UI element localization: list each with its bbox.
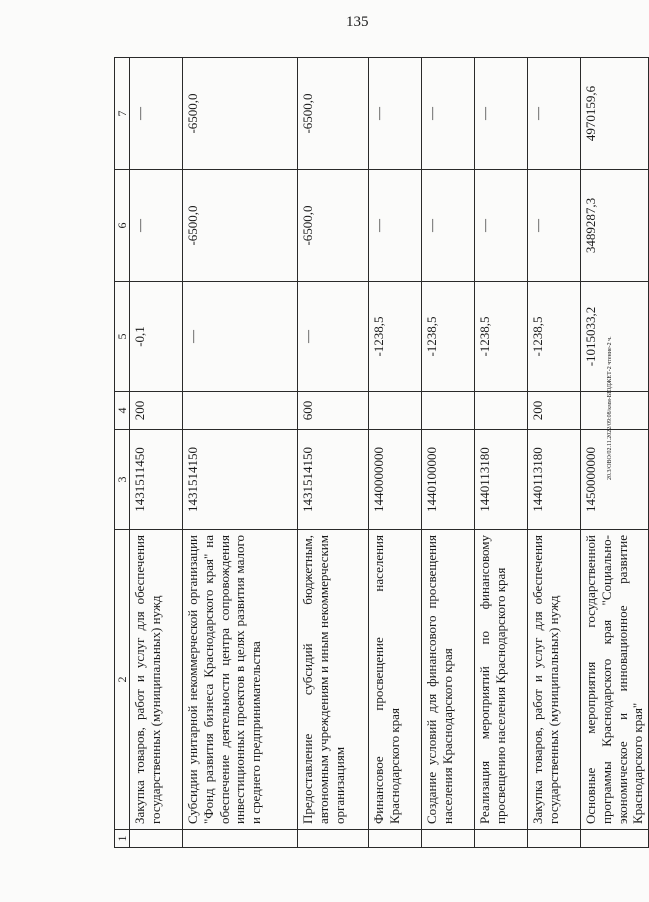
row-index-cell (422, 830, 475, 848)
amount-column-7: — (475, 58, 528, 170)
expense-type-code: 200 (130, 392, 183, 430)
expense-type-code (475, 392, 528, 430)
table-row (130, 58, 183, 848)
expense-type-code (422, 392, 475, 430)
row-index-cell (298, 830, 369, 848)
amount-column-6: 3489287,3 (581, 170, 648, 282)
expense-type-code (369, 392, 422, 430)
expense-type-code (581, 392, 648, 430)
target-article-code: 1440100000 (422, 430, 475, 530)
row-description: Закупка товаров, работ и услуг для обеспечения государственных (муниципальных) нужд (528, 530, 581, 830)
expense-type-code: 600 (298, 392, 369, 430)
amount-column-7: -6500,0 (298, 58, 369, 170)
column-header: 4 (115, 392, 130, 430)
column-header: 6 (115, 170, 130, 282)
row-index-cell (475, 830, 528, 848)
column-header: 2 (115, 530, 130, 830)
table-header-row (115, 58, 130, 848)
table-row (475, 58, 528, 848)
row-description: Создание условий для финансового просвещения населения Краснодарского края (422, 530, 475, 830)
column-header: 5 (115, 282, 130, 392)
amount-column-7: -6500,0 (183, 58, 298, 170)
column-header: 7 (115, 58, 130, 170)
row-description: Предоставление субсидий бюджетным, автономным учреждениям и иным некоммерческим организациям (298, 530, 369, 830)
target-article-code: 1431511450 (130, 430, 183, 530)
budget-table (114, 57, 649, 848)
target-article-code: 1431514150 (183, 430, 298, 530)
amount-column-5: -1238,5 (475, 282, 528, 392)
expense-type-code: 200 (528, 392, 581, 430)
amount-column-6: — (422, 170, 475, 282)
amount-column-5: -1238,5 (422, 282, 475, 392)
row-description: Субсидии унитарной некоммерческой организации "Фонд развития бизнеса Краснодарского края" на обеспечение деятельности центра сопровождения инвестиционных проектов в целях развития малого и среднего предпринимательства (183, 530, 298, 830)
row-description: Финансовое просвещение населения Краснодарского края (369, 530, 422, 830)
amount-column-6: — (475, 170, 528, 282)
amount-column-6: -6500,0 (183, 170, 298, 282)
amount-column-5: -1238,5 (369, 282, 422, 392)
table-row (369, 58, 422, 848)
target-article-code: 1440113180 (475, 430, 528, 530)
row-index-cell (183, 830, 298, 848)
row-description: Основные мероприятия государственной программы Краснодарского края "Социально-экономическое и инновационное развитие Краснодарского края" (581, 530, 648, 830)
amount-column-7: — (369, 58, 422, 170)
row-index-cell (369, 830, 422, 848)
row-description: Реализация мероприятий по финансовому просвещению населения Краснодарского края (475, 530, 528, 830)
column-header: 3 (115, 430, 130, 530)
amount-column-5: — (183, 282, 298, 392)
amount-column-5: — (298, 282, 369, 392)
amount-column-7: — (130, 58, 183, 170)
table-row (422, 58, 475, 848)
amount-column-5: -1238,5 (528, 282, 581, 392)
amount-column-6: — (369, 170, 422, 282)
page-number: 135 (346, 14, 369, 30)
target-article-code: 1440000000 (369, 430, 422, 530)
target-article-code: 1450000000 (581, 430, 648, 530)
footer-document-code: 20.3/ОВО/02.11.2022/09:08/кмм-БЮДЖЕТ-2 чтение-2 ч. (607, 336, 613, 480)
table-row (581, 58, 648, 848)
amount-column-7: 4970159,6 (581, 58, 648, 170)
table-row (183, 58, 298, 848)
row-index-cell (581, 830, 648, 848)
row-index-cell (130, 830, 183, 848)
amount-column-6: — (528, 170, 581, 282)
table-row (298, 58, 369, 848)
expense-type-code (183, 392, 298, 430)
amount-column-5: -0,1 (130, 282, 183, 392)
amount-column-6: -6500,0 (298, 170, 369, 282)
amount-column-7: — (422, 58, 475, 170)
column-header: 1 (115, 830, 130, 848)
row-index-cell (528, 830, 581, 848)
target-article-code: 1440113180 (528, 430, 581, 530)
target-article-code: 1431514150 (298, 430, 369, 530)
amount-column-5: -1015033,2 (581, 282, 648, 392)
table-row (528, 58, 581, 848)
amount-column-6: — (130, 170, 183, 282)
amount-column-7: — (528, 58, 581, 170)
row-description: Закупка товаров, работ и услуг для обеспечения государственных (муниципальных) нужд (130, 530, 183, 830)
